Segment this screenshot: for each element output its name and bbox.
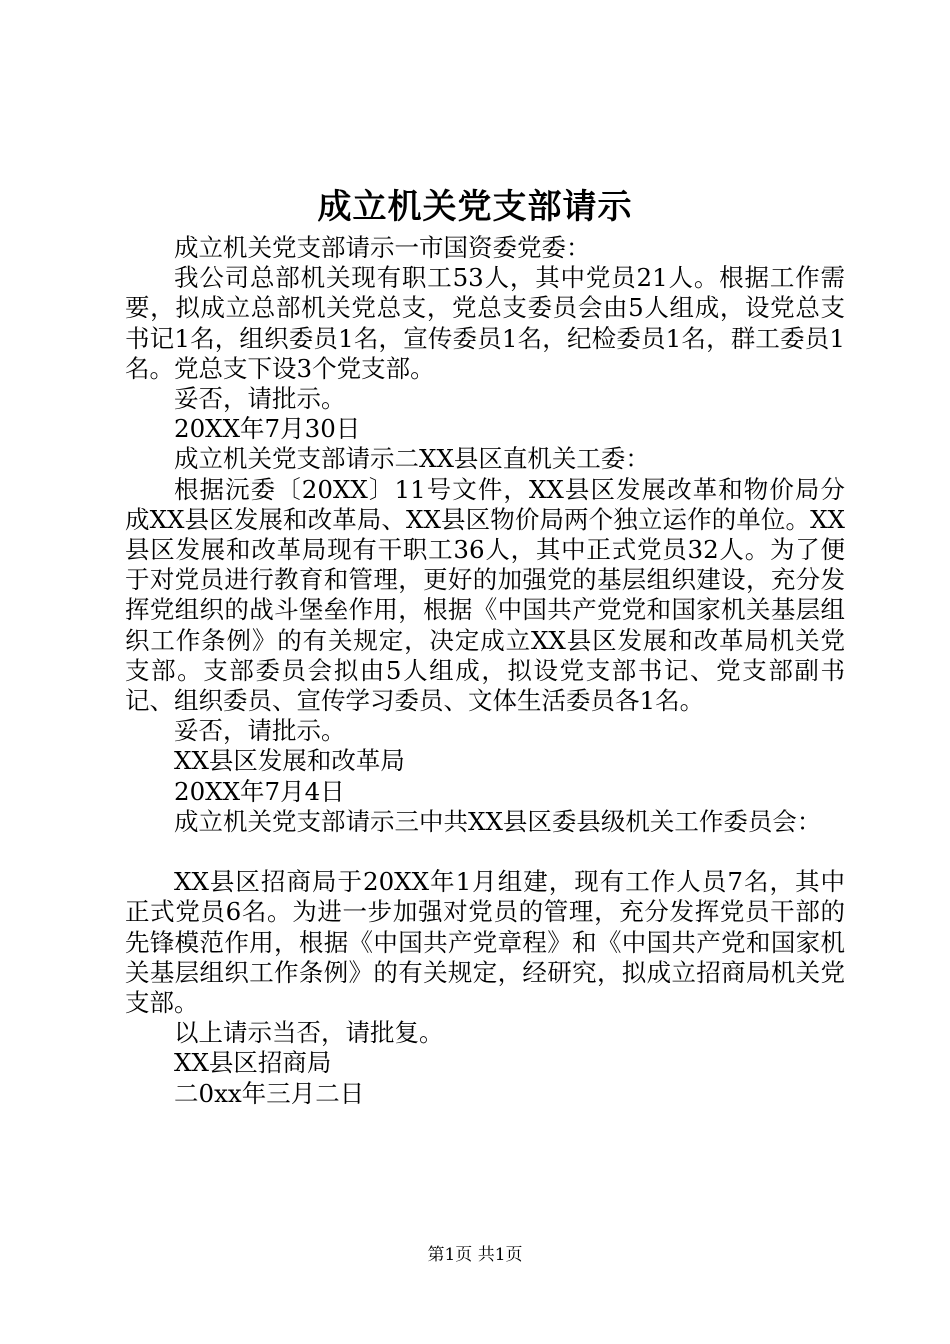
paragraph-request-3: 以上请示当否，请批复。	[174, 1018, 444, 1048]
paragraph-body-2: 根据沅委〔20XX〕11号文件，XX县区发展改革和物价局分成XX县区发展和改革局、XX县区物价局两个独立运作的单位。XX县区发展和改革局现有干职工36人，其中正式党员32人。为了便于对党员进行教育和管理，更好的加强党的基层组织建设，充分发挥党组织的战斗堡垒作用，根据《中国共产党党和国家机关基层组织工作条例》的有关规定，决定成立XX县区发展和改革局机关党支部。支部委员会拟由5人组成，拟设党支部书记、党支部副书记、组织委员、宣传学习委员、文体生活委员各1名。	[125, 474, 845, 716]
paragraph-date-1: 20XX年7月30日	[174, 414, 361, 444]
paragraph-signature-2: XX县区发展和改革局	[174, 746, 405, 776]
paragraph-salutation-2: 成立机关党支部请示二XX县区直机关工委：	[174, 444, 650, 474]
paragraph-date-2: 20XX年7月4日	[174, 776, 345, 806]
document-title: 成立机关党支部请示	[317, 187, 633, 227]
document-body	[125, 233, 845, 1109]
paragraph-date-3: 二0xx年三月二日	[174, 1078, 365, 1108]
paragraph-body-3: XX县区招商局于20XX年1月组建，现有工作人员7名，其中正式党员6名。为进一步加强对党员的管理，充分发挥党员干部的先锋模范作用，根据《中国共产党章程》和《中国共产党和国家机关基层组织工作条例》的有关规定，经研究，拟成立招商局机关党支部。	[125, 867, 845, 1018]
paragraph-request-2: 妥否，请批示。	[174, 716, 346, 746]
paragraph-body-1: 我公司总部机关现有职工53人，其中党员21人。根据工作需要，拟成立总部机关党总支，党总支委员会由5人组成，设党总支书记1名，组织委员1名，宣传委员1名，纪检委员1名，群工委员1名。党总支下设3个党支部。	[125, 263, 845, 383]
paragraph-salutation-1: 成立机关党支部请示一市国资委党委：	[174, 233, 591, 262]
paragraph-request-1: 妥否，请批示。	[174, 384, 346, 414]
page-footer: 第1页 共1页	[427, 1245, 523, 1265]
paragraph-salutation-3: 成立机关党支部请示三中共XX县区委县级机关工作委员会：	[174, 806, 822, 836]
paragraph-signature-3: XX县区招商局	[174, 1048, 332, 1078]
blank-line	[125, 837, 845, 867]
